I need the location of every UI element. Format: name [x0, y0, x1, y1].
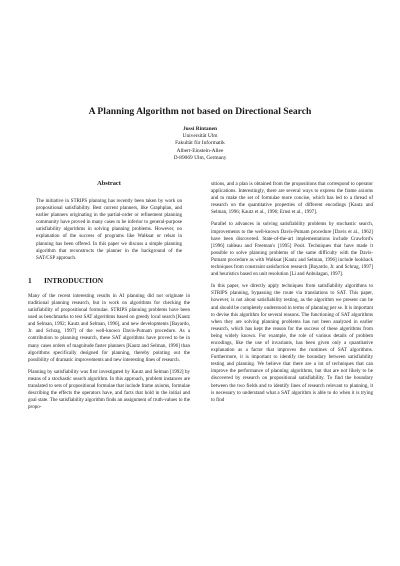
- abstract-text: The initiative in STRIPS planning has recently been taken by work on propositional satisfiability. Best current planners, like Graphplan, and earlier planners originating in the partial-order or refinement planning community have proved in many cases to be inferior to general-purpose satisfiability algorithms in solving planning problems. However, no explanation of the success of programs like Walksat or relsat in planning has been offered. In this paper we discuss a simple planning algorithm that reconstructs the planner in the background of the SAT/CSP approach.: [36, 198, 182, 261]
- body-paragraph: Parallel to advances in solving satisfiability problems by stochastic search, improvements to the well-known Davis-Putnam procedure [Davis et al., 1962] have been discovered. State-of-the-art implementations include Crawford's [1996] tableau and Freeman's [1995] Posit. Techniques that have made it possible to solve planning problems of the same difficulty with the Davis-Putnam procedure as with Walksat [Kautz and Selman, 1996] include lookback techniques from constraint satisfaction research [Bayardo, Jr. and Schrag, 1997] and heuristics based on unit resolution [Li and Anbulagan, 1997].: [211, 221, 373, 278]
- author-name: Jussi Rintanen: [182, 126, 217, 132]
- affiliation-line: Fakultät für Informatik: [175, 140, 225, 147]
- abstract-heading: Abstract: [97, 180, 121, 187]
- body-paragraph: In this paper, we directly apply techniques from satisfiability algorithms to STRIPS planning, bypassing the route via translations to SAT. This paper, however, is not about satisfiability testing, as the algorithm we present can be and should be completely understood in terms of planning per se. It is important to devise this algorithm for several reasons. The functioning of SAT algorithms when they are solving planning problems has not been analyzed in earlier research, which has kept the reason for the success of these algorithms from being widely known. For example, the role of various details of problem encodings, like the use of invariants, has been given only a quantitative explanation as a factor that improves the runtimes of SAT algorithms. Furthermore, it is important to identify the boundary between satisfiability testing and planning. We believe that there are a lot of techniques that can improve the performance of planning algorithms, but that are not likely to be discovered by research on propositional satisfiability. To find the boundary between the two fields and to identify lines of research relevant to planning, it is necessary to understand what a SAT algorithm is able to do when it is trying to find: [211, 283, 373, 403]
- body-paragraph: Many of the recent interesting results in AI planning did not originate in traditional planning research, but in work on algorithms for checking the satisfiability of propositional formulae. STRIPS planning problems have been used as benchmarks to test SAT algorithms based on greedy local search [Kautz and Selman, 1992; Kautz and Selman, 1996], and new developments [Bayardo, Jr. and Schrag, 1997] of the well-known Davis-Putnam procedure. As a contribution to planning research, these SAT algorithms have proved to be in many cases orders of magnitude faster planners [Kautz and Selman, 1996] than algorithms specifically designed for planning, thereby pointing out the possibility of dramatic improvements and new interesting lines of research.: [28, 292, 190, 363]
- right-column: [211, 181, 373, 409]
- section-title: INTRODUCTION: [44, 275, 104, 285]
- affiliation-line: D-89069 Ulm, Germany: [173, 154, 227, 161]
- body-paragraph: Planning by satisfiability was first investigated by Kautz and Selman [1992] by means of a stochastic search algorithm. In this approach, problem instances are translated to sets of propositional formulae that include frame axioms, formulae describing the effects the operators have, and facts that hold in the initial and goal state. The satisfiability algorithm finds an assignment of truth-values to the propo-: [28, 368, 190, 411]
- left-column: [28, 180, 190, 416]
- author-block: [0, 126, 400, 162]
- affiliation-line: Universität Ulm: [182, 133, 218, 140]
- body-paragraph: sitions, and a plan is obtained from the propositions that correspond to operator applications. Interestingly, there are several ways to express the frame axioms and to make the set of formulae more concise, which has led to a thread of research on the quantitative properties of different encodings [Kautz and Selman, 1996; Kautz et al., 1996; Ernst et al., 1997].: [211, 181, 373, 216]
- section-number: 1: [28, 275, 32, 285]
- paper-title: A Planning Algorithm not based on Directional Search: [88, 106, 312, 117]
- affiliation-line: Albert-Einstein-Allee: [176, 147, 224, 154]
- section-heading: [28, 276, 190, 285]
